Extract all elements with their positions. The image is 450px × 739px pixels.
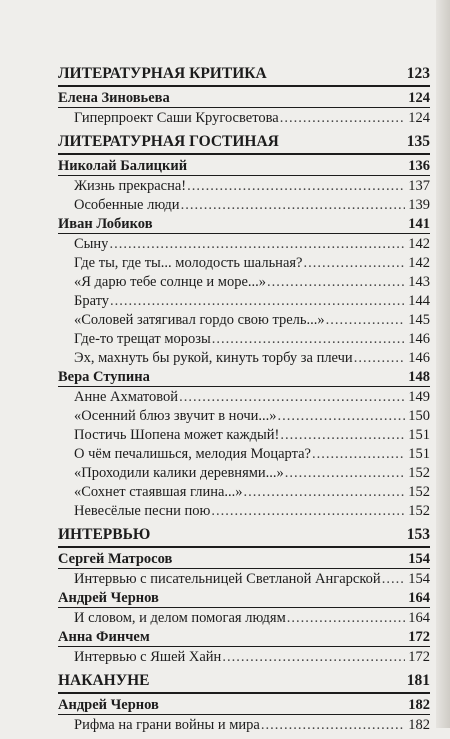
page-number: 151 — [408, 446, 430, 462]
toc-entry — [58, 349, 430, 368]
entry-title: Гиперпроект Саши Кругосветова — [74, 110, 279, 126]
dot-leader — [278, 407, 406, 426]
toc-entry — [58, 445, 430, 464]
entry-title: Где ты, где ты... молодость шальная? — [74, 255, 303, 271]
entry-title: «Проходили калики деревнями...» — [74, 465, 284, 481]
entry-title: «Соловей затягивал гордо свою трель...» — [74, 312, 325, 328]
page-number: 145 — [408, 312, 430, 328]
page-number: 154 — [408, 551, 430, 567]
toc-entry — [58, 388, 430, 407]
page-number: 164 — [408, 590, 430, 606]
author-name: Андрей Чернов — [58, 697, 159, 713]
toc-entry — [58, 609, 430, 628]
page-number: 137 — [408, 178, 430, 194]
section-title: ИНТЕРВЬЮ — [58, 526, 151, 543]
page-number: 148 — [408, 369, 430, 385]
dot-leader — [354, 349, 405, 368]
page-number: 172 — [408, 649, 430, 665]
toc-entry — [58, 273, 430, 292]
author-row — [58, 696, 430, 715]
page-number: 144 — [408, 293, 430, 309]
page-number: 153 — [406, 526, 430, 543]
author-name: Иван Лобиков — [58, 216, 153, 232]
page-number: 182 — [408, 717, 430, 733]
page-number: 141 — [408, 216, 430, 232]
entry-title: Постичь Шопена может каждый! — [74, 427, 280, 443]
dot-leader — [382, 570, 405, 589]
author-name: Елена Зиновьева — [58, 90, 170, 106]
toc-section — [58, 64, 430, 128]
toc-entry — [58, 483, 430, 502]
page-number: 149 — [408, 389, 430, 405]
dot-leader — [285, 464, 405, 483]
page-number: 143 — [408, 274, 430, 290]
section-title: ЛИТЕРАТУРНАЯ КРИТИКА — [58, 65, 267, 82]
entry-title: Интервью с Яшей Хайн — [74, 649, 222, 665]
toc-entry — [58, 109, 430, 128]
page-number: 150 — [408, 408, 430, 424]
author-name: Андрей Чернов — [58, 590, 159, 606]
dot-leader — [211, 502, 405, 521]
toc-entry — [58, 292, 430, 311]
author-row — [58, 368, 430, 387]
author-row — [58, 628, 430, 647]
dot-leader — [222, 648, 405, 667]
toc-entry — [58, 254, 430, 273]
toc-section — [58, 671, 430, 735]
author-row — [58, 215, 430, 234]
dot-leader — [280, 109, 405, 128]
dot-leader — [326, 311, 405, 330]
dot-leader — [179, 388, 405, 407]
section-title: ЛИТЕРАТУРНАЯ ГОСТИНАЯ — [58, 133, 279, 150]
entry-title: «Сохнет стаявшая глина...» — [74, 484, 243, 500]
dot-leader — [244, 483, 405, 502]
page-number: 146 — [408, 331, 430, 347]
entry-title: Невесёлые песни пою — [74, 503, 211, 519]
toc-entry — [58, 464, 430, 483]
section-heading — [58, 64, 430, 87]
entry-title: Эх, махнуть бы рукой, кинуть торбу за плечи — [74, 350, 353, 366]
page-number: 123 — [406, 65, 430, 82]
toc-entry — [58, 407, 430, 426]
entry-title: И словом, и делом помогая людям — [74, 610, 286, 626]
page-number: 152 — [408, 503, 430, 519]
section-title: НАКАНУНЕ — [58, 672, 150, 689]
toc-entry — [58, 196, 430, 215]
dot-leader — [212, 330, 405, 349]
page-edge-shadow — [436, 0, 450, 728]
page-number: 151 — [408, 427, 430, 443]
page-number: 154 — [408, 571, 430, 587]
section-heading — [58, 525, 430, 548]
entry-title: Жизнь прекрасна! — [74, 178, 187, 194]
page-number: 152 — [408, 465, 430, 481]
page-number: 172 — [408, 629, 430, 645]
entry-title: Интервью с писательницей Светланой Ангарской — [74, 571, 381, 587]
author-name: Вера Ступина — [58, 369, 150, 385]
page-number: 164 — [408, 610, 430, 626]
page-number: 139 — [408, 197, 430, 213]
entry-title: Особенные люди — [74, 197, 180, 213]
section-heading — [58, 132, 430, 155]
author-row — [58, 589, 430, 608]
page-number: 182 — [408, 697, 430, 713]
toc-entry — [58, 502, 430, 521]
author-name: Сергей Матросов — [58, 551, 173, 567]
dot-leader — [267, 273, 405, 292]
page-number: 135 — [406, 133, 430, 150]
dot-leader — [187, 177, 405, 196]
toc-entry — [58, 235, 430, 254]
toc-section — [58, 132, 430, 521]
entry-title: Брату — [74, 293, 110, 309]
author-row — [58, 157, 430, 176]
dot-leader — [312, 445, 405, 464]
entry-title: «Я дарю тебе солнце и море...» — [74, 274, 267, 290]
author-row — [58, 550, 430, 569]
toc-entry — [58, 426, 430, 445]
toc-entry — [58, 311, 430, 330]
entry-title: Сыну — [74, 236, 109, 252]
entry-title: Анне Ахматовой — [74, 389, 179, 405]
page-number: 146 — [408, 350, 430, 366]
dot-leader — [287, 609, 405, 628]
entry-title: «Осенний блюз звучит в ночи...» — [74, 408, 277, 424]
page-number: 124 — [408, 90, 430, 106]
entry-title: Рифма на грани войны и мира — [74, 717, 260, 733]
dot-leader — [280, 426, 405, 445]
dot-leader — [181, 196, 405, 215]
toc-section — [58, 525, 430, 667]
table-of-contents — [58, 64, 430, 739]
toc-entry — [58, 330, 430, 349]
entry-title: Где-то трещат морозы — [74, 331, 211, 347]
page-number: 152 — [408, 484, 430, 500]
page-number: 181 — [406, 672, 430, 689]
page-number: 142 — [408, 255, 430, 271]
dot-leader — [303, 254, 405, 273]
toc-entry — [58, 648, 430, 667]
entry-title: О чём печалишься, мелодия Моцарта? — [74, 446, 311, 462]
page-number: 142 — [408, 236, 430, 252]
toc-entry — [58, 570, 430, 589]
dot-leader — [261, 716, 405, 735]
section-heading — [58, 671, 430, 694]
author-name: Анна Финчем — [58, 629, 150, 645]
page-number: 124 — [408, 110, 430, 126]
toc-entry — [58, 716, 430, 735]
author-name: Николай Балицкий — [58, 158, 188, 174]
author-row — [58, 89, 430, 108]
toc-entry — [58, 177, 430, 196]
dot-leader — [109, 235, 405, 254]
page-number: 136 — [408, 158, 430, 174]
dot-leader — [110, 292, 405, 311]
